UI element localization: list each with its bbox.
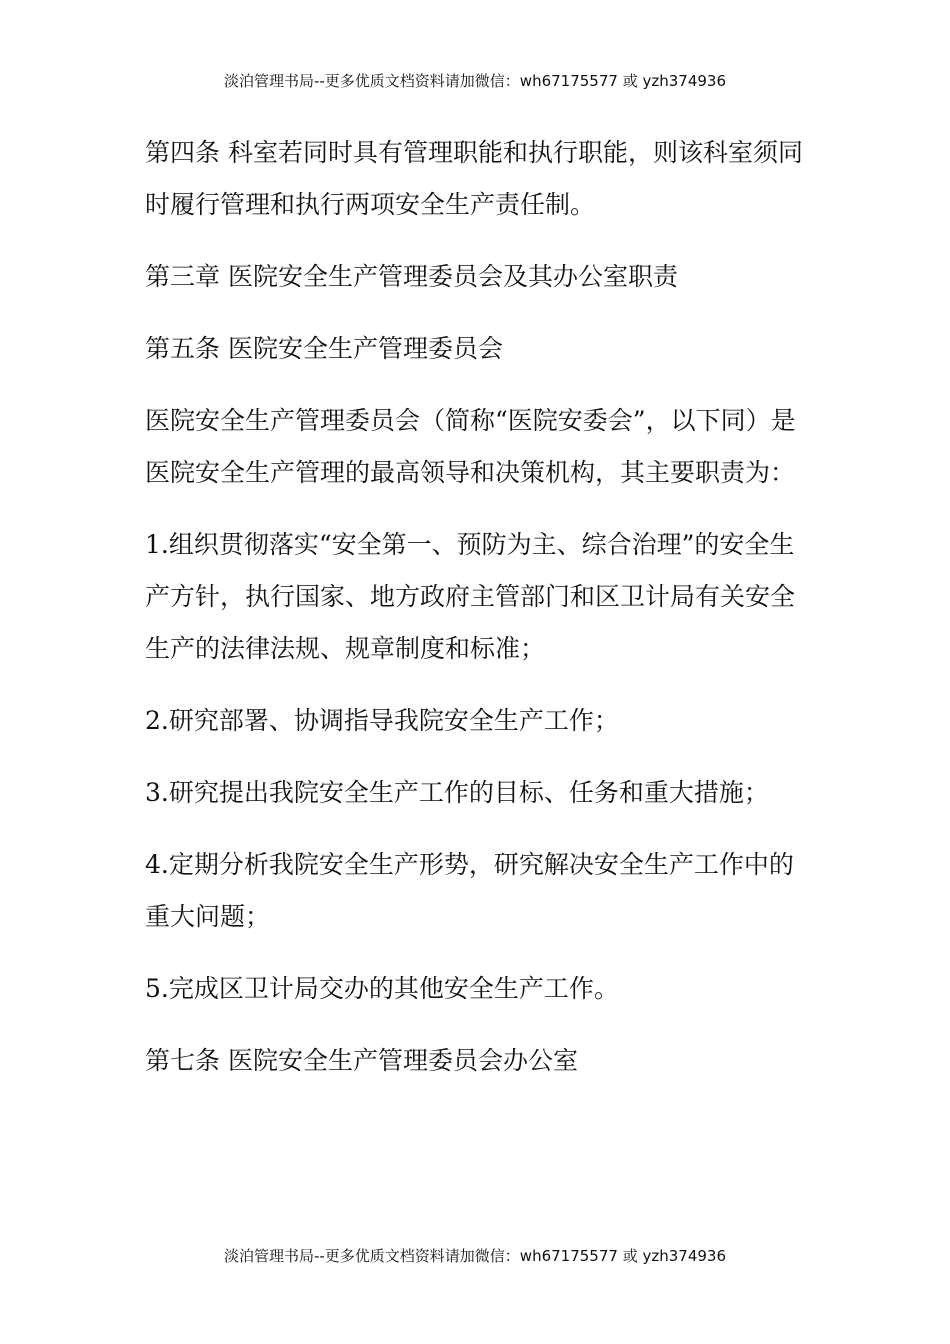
article-4-paragraph: 第四条 科室若同时具有管理职能和执行职能，则该科室须同时履行管理和执行两项安全生产责任制。 — [145, 138, 803, 219]
chapter-3-heading: 第三章 医院安全生产管理委员会及其办公室职责 — [145, 262, 678, 291]
page-footer: 淡泊管理书局--更多优质文档资料请加微信：wh67175577 或 yzh374936 — [223, 1247, 726, 1265]
page-header: 淡泊管理书局--更多优质文档资料请加微信：wh67175577 或 yzh374936 — [223, 72, 726, 90]
duty-item-5: 5.完成区卫计局交办的其他安全生产工作。 — [145, 974, 619, 1003]
document-body — [145, 127, 810, 1107]
duty-item-2: 2.研究部署、协调指导我院安全生产工作； — [145, 706, 619, 735]
duty-item-1: 1.组织贯彻落实“安全第一、预防为主、综合治理”的安全生产方针，执行国家、地方政府主管部门和区卫计局有关安全生产的法律法规、规章制度和标准； — [145, 530, 796, 663]
duty-item-3: 3.研究提出我院安全生产工作的目标、任务和重大措施； — [145, 778, 769, 807]
article-7-heading: 第七条 医院安全生产管理委员会办公室 — [145, 1046, 578, 1075]
duty-item-4: 4.定期分析我院安全生产形势，研究解决安全生产工作中的重大问题； — [145, 850, 794, 931]
article-5-heading: 第五条 医院安全生产管理委员会 — [145, 334, 503, 363]
committee-duties-intro: 医院安全生产管理委员会（简称“医院安委会”，以下同）是医院安全生产管理的最高领导和决策机构，其主要职责为： — [145, 406, 796, 487]
